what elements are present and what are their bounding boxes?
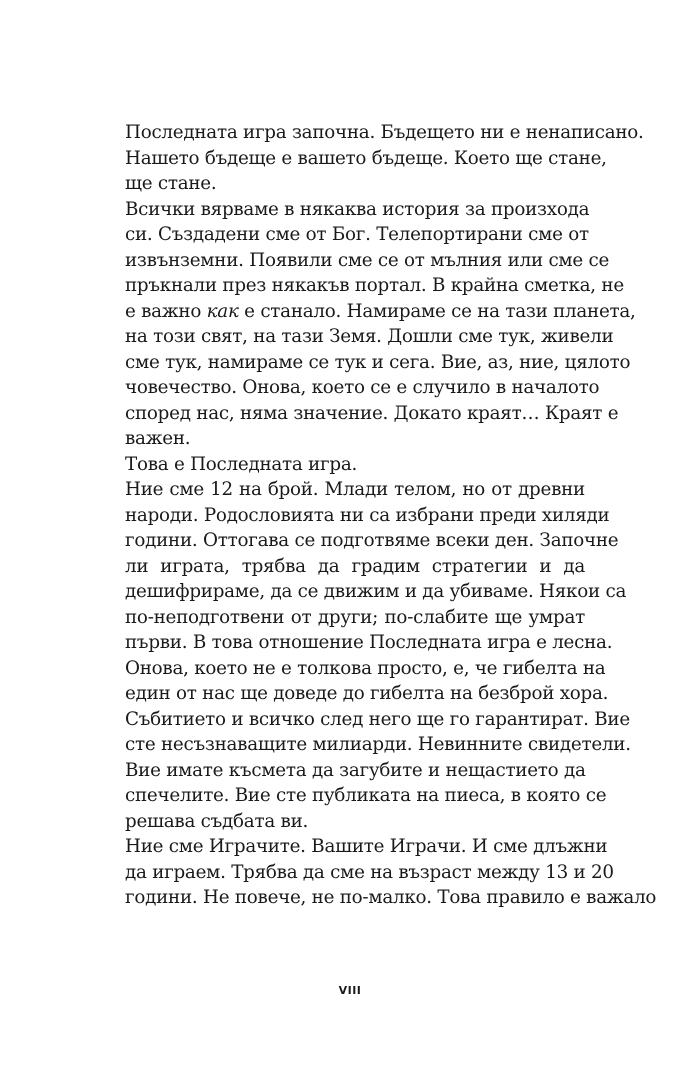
emphasis: как [206, 300, 239, 322]
text-line: Последната игра започна. Бъдещето ни е ненаписано. [125, 122, 644, 143]
text-line: Ние сме 12 на брой. Млади телом, но от древни [125, 479, 585, 500]
text-line: години. Оттогава се подготвяме всеки ден. Започне [125, 530, 619, 551]
text-line: решава съдбата ви. [125, 810, 309, 832]
text-line: извънземни. Появили сме се от мълния или сме се [125, 249, 610, 271]
text-line: Онова, което не е толкова просто, е, че гибелта на [125, 657, 606, 679]
text-line: Събитието и всичко след него ще го гарантират. Вие [125, 708, 630, 730]
text-line: дешифрираме, да се движим и да убиваме. Някои са [125, 581, 627, 602]
paragraph [125, 452, 585, 478]
text-line: по-неподготвени от други; по-слабите ще умрат [125, 606, 585, 628]
text-line: спечелите. Вие сте публиката на пиеса, в която се [125, 785, 607, 806]
text-line: Това е Последната игра. [125, 453, 358, 475]
text-line: сте несъзнаващите милиарди. Невинните свидетели. [125, 734, 631, 755]
text-line: ще стане. [125, 173, 217, 194]
paragraph [125, 120, 644, 197]
text-line: на този свят, на тази Земя. Дошли сме тук, живели [125, 326, 614, 347]
text-line: ли играта, трябва да градим стратегии и да [125, 555, 585, 577]
text-line: народи. Родословията ни са избрани преди хиляди [125, 504, 610, 526]
text-line: Всички вярваме в някаква история за произхода [125, 198, 590, 220]
text-line: да играем. Трябва да сме на възраст между 13 и 20 [125, 861, 614, 883]
paragraph [125, 197, 636, 452]
body-text [125, 120, 657, 911]
text-line: според нас, няма значение. Докато краят… Краят е [125, 402, 619, 424]
text-line: Нашето бъдеще е вашето бъдеще. Което ще стане, [125, 147, 607, 169]
page-number: VIII [338, 984, 362, 997]
text-line: е важно как е станало. Намираме се на тази планета, [125, 300, 636, 322]
text-line: сме тук, намираме се тук и сега. Вие, аз, ние, цялото [125, 351, 631, 373]
text-line: години. Не повече, не по-малко. Това правило е важало [125, 887, 657, 908]
text-line: първи. В това отношение Последната игра е лесна. [125, 632, 613, 653]
text-line: важен. [125, 428, 191, 449]
paragraph [125, 834, 657, 911]
text-line: пръкнали през някакъв портал. В крайна сметка, не [125, 275, 624, 296]
text-line: един от нас ще доведе до гибелта на безброй хора. [125, 683, 609, 704]
paragraph [125, 477, 631, 834]
text-line: Ние сме Играчите. Вашите Играчи. И сме длъжни [125, 836, 608, 857]
text-line: Вие имате късмета да загубите и нещастието да [125, 759, 586, 781]
text-line: си. Създадени сме от Бог. Телепортирани сме от [125, 224, 589, 245]
text-line: човечество. Онова, което се е случило в началото [125, 377, 600, 398]
